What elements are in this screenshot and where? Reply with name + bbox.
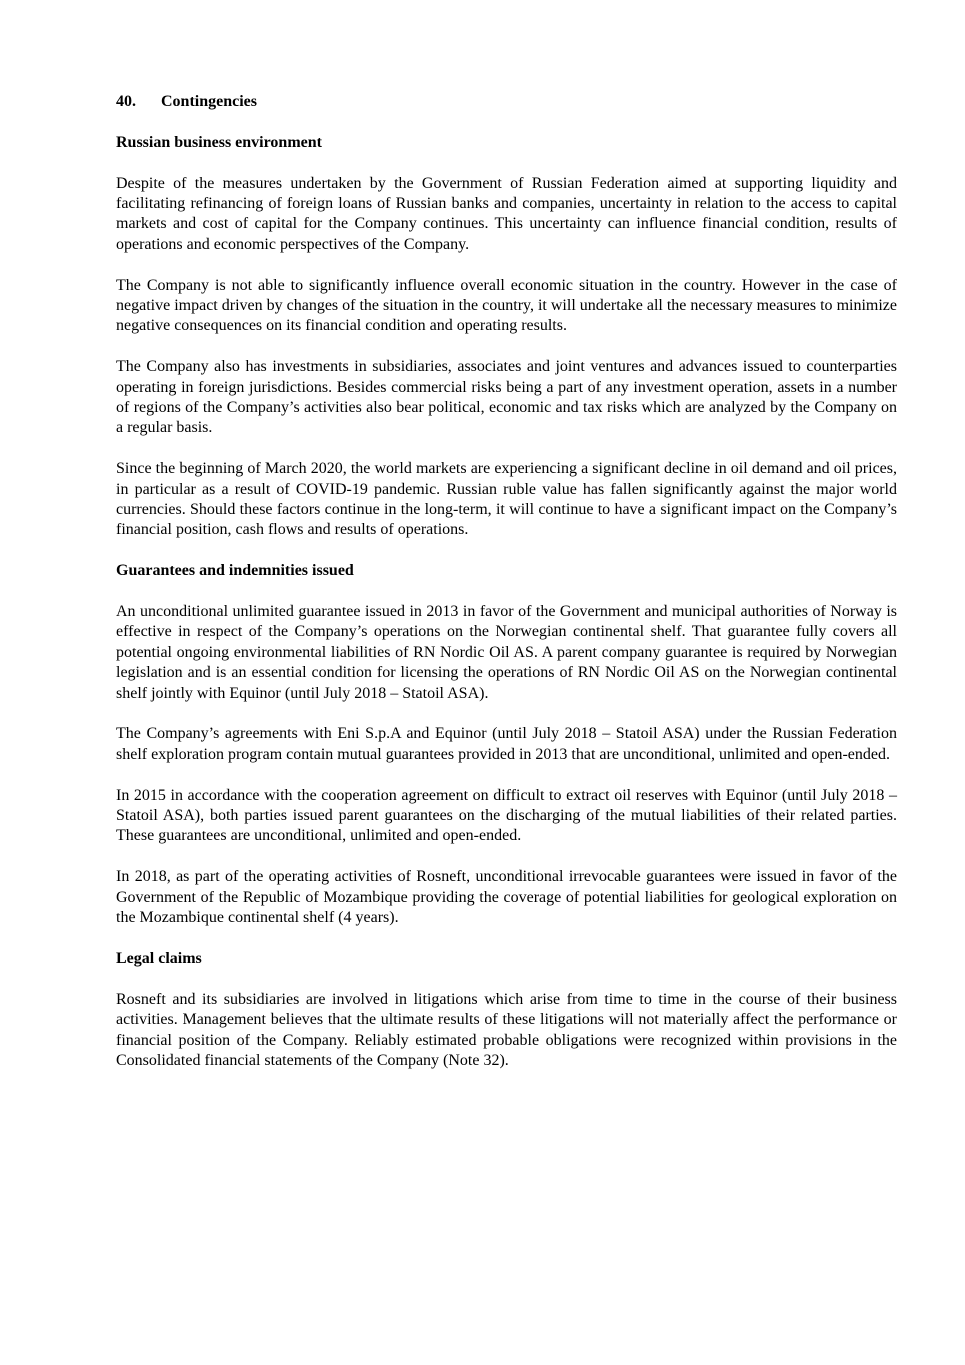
paragraph-economic-influence: The Company is not able to significantly influence overall economic situation in the country. However in the case of negative impact driven by changes of the situation in the country, it will undertake all the necessary measures to minimize negative consequences on its financial condition and operating results. (116, 276, 897, 335)
heading-guarantees: Guarantees and indemnities issued (116, 562, 354, 580)
paragraph-shelf-exploration-guarantees: The Company’s agreements with Eni S.p.A and Equinor (until July 2018 – Statoil ASA) under the Russian Federation shelf exploration program contain mutual guarantees provided in 2013 that are unconditional, unlimited and open-ended. (116, 725, 897, 763)
heading-legal-claims: Legal claims (116, 949, 202, 967)
paragraph-covid-impact: Since the beginning of March 2020, the world markets are experiencing a significant decline in oil demand and oil prices, in particular as a result of COVID-19 pandemic. Russian ruble value has fallen significantly against the major world currencies. Should these factors continue in the long-term, it will continue to have a significant impact on the Company’s financial position, cash flows and results of operations. (116, 460, 897, 539)
heading-russian-business-environment: Russian business environment (116, 133, 322, 151)
paragraph-mozambique-guarantees: In 2018, as part of the operating activities of Rosneft, unconditional irrevocable guarantees were issued in favor of the Government of the Republic of Mozambique providing the coverage of potential liabilities for geological exploration on the Mozambique continental shelf (4 years). (116, 868, 897, 927)
paragraph-foreign-investments: The Company also has investments in subsidiaries, associates and joint ventures and advances issued to counterparties operating in foreign jurisdictions. Besides commercial risks being a part of any investment operation, assets in a number of regions of the Company’s activities also bear political, economic and tax risks which are analyzed by the Company on a regular basis. (116, 358, 897, 437)
paragraph-cooperation-guarantees: In 2015 in accordance with the cooperation agreement on difficult to extract oil reserves with Equinor (until July 2018 – Statoil ASA), both parties issued parent guarantees on the discharging of the mutual liabilities of their related parties. These guarantees are unconditional, unlimited and open-ended. (116, 786, 897, 845)
paragraph-litigations: Rosneft and its subsidiaries are involved in litigations which arise from time to time in the course of their business activities. Management believes that the ultimate results of these litigations will not materially affect the performance or financial position of the Company. Reliably estimated probable obligations were recognized within provisions in the Consolidated financial statements of the Company (Note 32). (116, 990, 897, 1069)
section-title-text: Contingencies (161, 93, 257, 110)
document-page (116, 92, 897, 1092)
section-title (116, 92, 897, 112)
paragraph-liquidity-uncertainty: Despite of the measures undertaken by the Government of Russian Federation aimed at supporting liquidity and facilitating refinancing of foreign loans of Russian banks and companies, uncertainty in relation to the access to capital markets and cost of capital for the Company continues. This uncertainty can influence financial condition, results of operations and economic perspectives of the Company. (116, 174, 897, 253)
paragraph-norway-guarantee: An unconditional unlimited guarantee issued in 2013 in favor of the Government and municipal authorities of Norway is effective in respect of the Company’s operations on the Norwegian continental shelf. That guarantee fully covers all potential ongoing environmental liabilities of RN Nordic Oil AS. A parent company guarantee is required by Norwegian legislation and is an essential condition for licensing the operations of RN Nordic Oil AS on the Norwegian continental shelf jointly with Equinor (until July 2018 – Statoil ASA). (116, 603, 897, 702)
section-number: 40. (116, 93, 136, 110)
